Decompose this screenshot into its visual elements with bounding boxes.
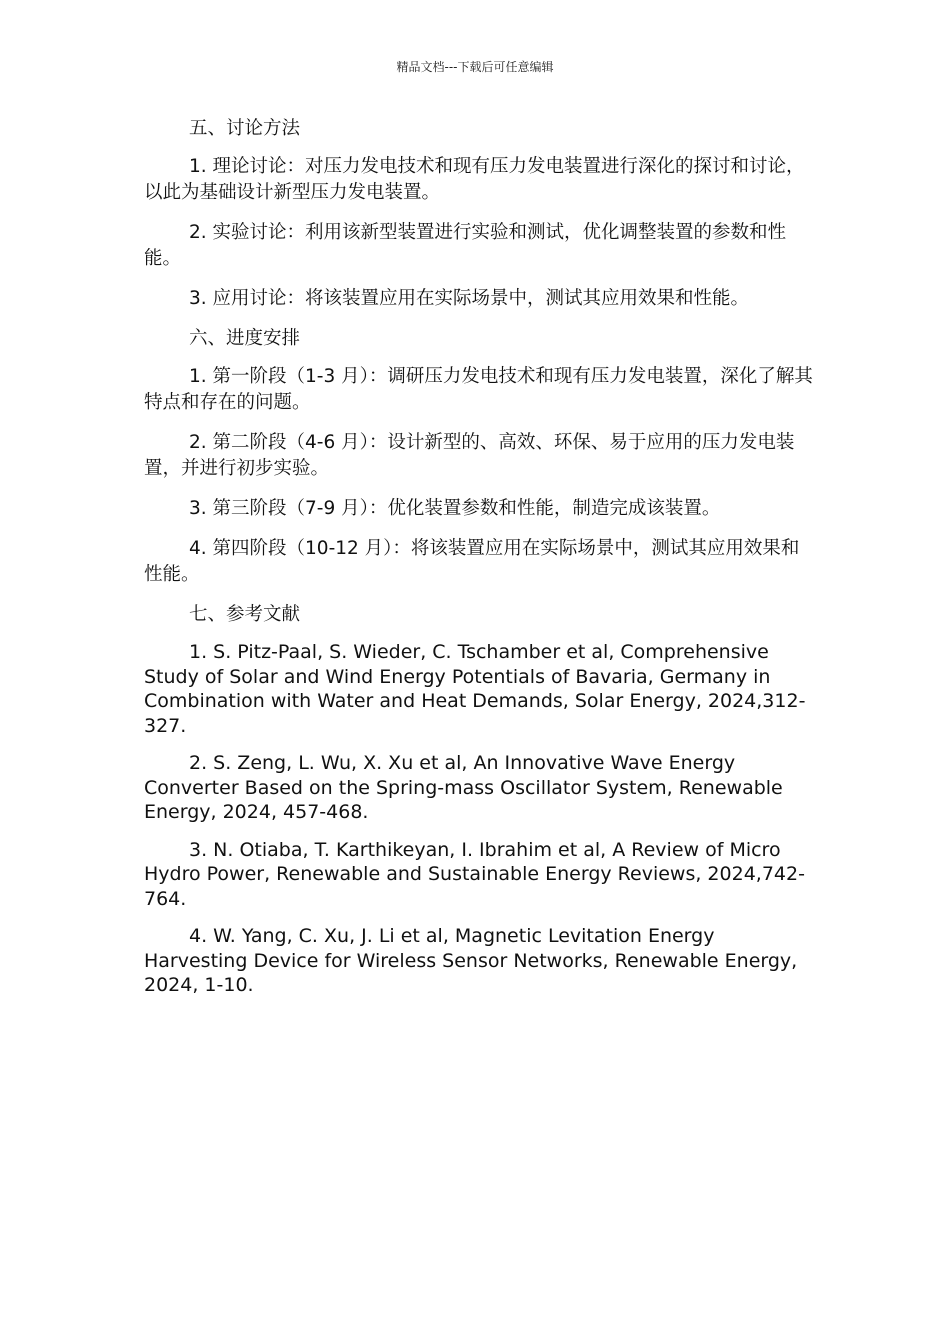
reference-item-2: 2. S. Zeng, L. Wu, X. Xu et al, An Innovative Wave Energy Converter Based on the Spring-mass Oscillator System, Renewable Energy, 2024, 457-468. (144, 752, 783, 823)
discussion-item-3: 3. 应用讨论：将该装置应用在实际场景中，测试其应用效果和性能。 (189, 288, 750, 309)
schedule-item-4: 4. 第四阶段（10-12 月）：将该装置应用在实际场景中，测试其应用效果和性能。 (144, 538, 800, 585)
section-heading-discussion: 五、讨论方法 (189, 118, 301, 139)
schedule-item-2: 2. 第二阶段（4-6 月）：设计新型的、高效、环保、易于应用的压力发电装置，并进行初步实验。 (144, 432, 795, 479)
discussion-item-1: 1. 理论讨论：对压力发电技术和现有压力发电装置进行深化的探讨和讨论，以此为基础设计新型压力发电装置。 (144, 156, 805, 203)
discussion-item-2: 2. 实验讨论：利用该新型装置进行实验和测试，优化调整装置的参数和性能。 (144, 222, 787, 269)
section-heading-references: 七、参考文献 (189, 604, 301, 625)
schedule-item-3: 3. 第三阶段（7-9 月）：优化装置参数和性能，制造完成该装置。 (189, 498, 721, 519)
document-body (144, 116, 816, 1011)
schedule-item-1: 1. 第一阶段（1-3 月）：调研压力发电技术和现有压力发电装置，深化了解其特点和存在的问题。 (144, 366, 813, 413)
reference-item-1: 1. S. Pitz-Paal, S. Wieder, C. Tschamber et al, Comprehensive Study of Solar and Wind Energy Potentials of Bavaria, Germany in Combination with Water and Heat Demands, Solar Energy, 2024,312-327. (144, 641, 806, 737)
section-heading-schedule: 六、进度安排 (189, 328, 301, 349)
reference-item-3: 3. N. Otiaba, T. Karthikeyan, I. Ibrahim et al, A Review of Micro Hydro Power, Renewable and Sustainable Energy Reviews, 2024,742-764. (144, 838, 805, 910)
page-header: 精品文档---下载后可任意编辑 (396, 60, 554, 74)
reference-item-4: 4. W. Yang, C. Xu, J. Li et al, Magnetic Levitation Energy Harvesting Device for Wireless Sensor Networks, Renewable Energy, 2024, 1-10. (144, 925, 798, 996)
